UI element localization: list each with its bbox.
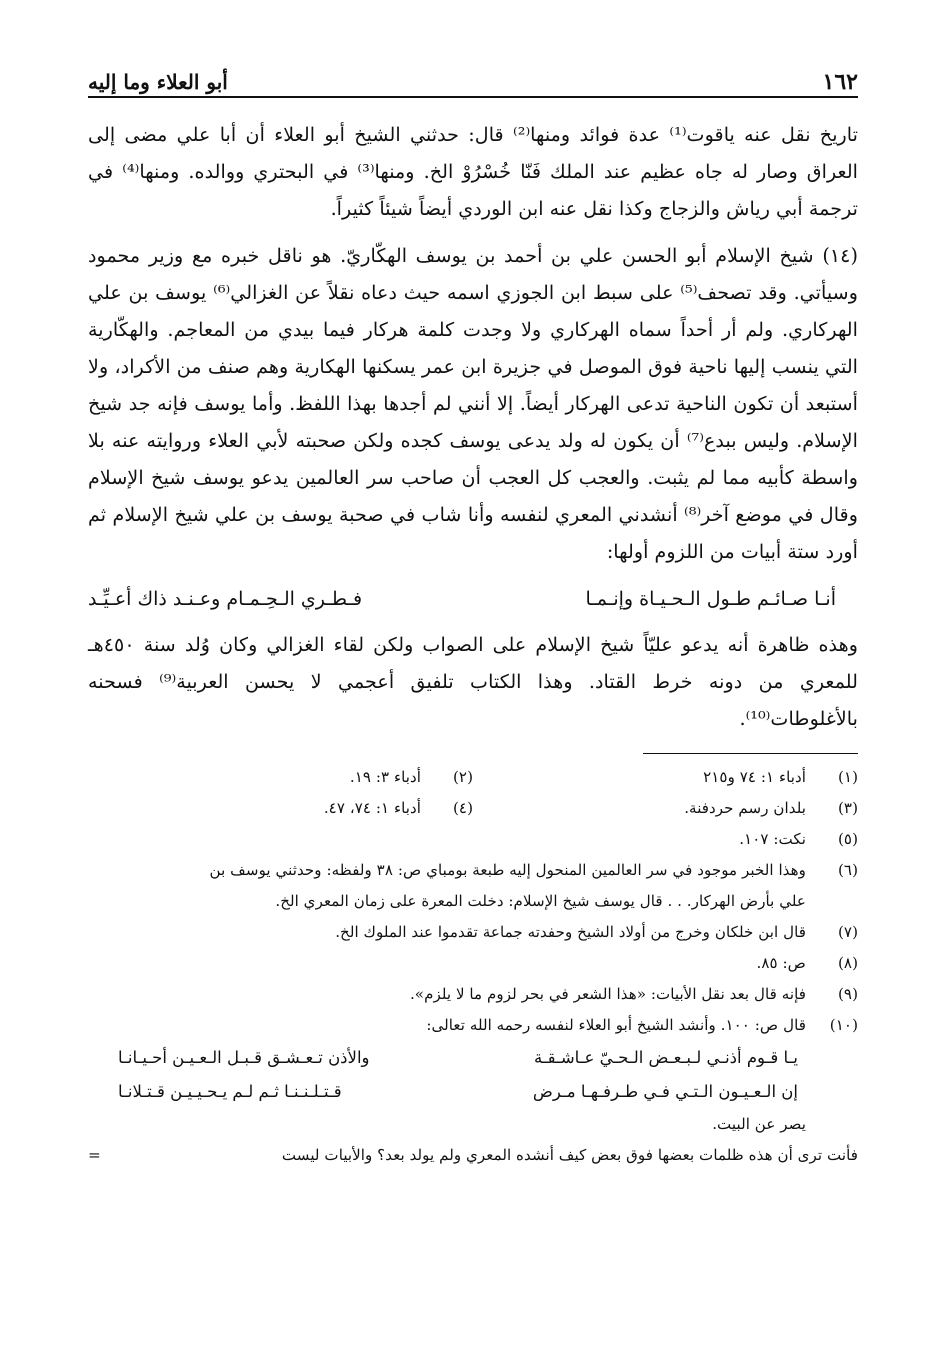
running-header (88, 50, 858, 98)
footnote-number: (٦) (837, 861, 858, 879)
footnote-text: قال ابن خلكان وخرج من أولاد الشيخ وحفدته جماعة تقدموا عند الملوك الخ. (335, 923, 806, 941)
footnote-after-verse: يصر عن البيت. (712, 1115, 806, 1133)
footnote-number: (٥) (837, 830, 858, 848)
footnote-8 (88, 948, 858, 979)
verse-line (88, 580, 836, 618)
footnote-4 (88, 793, 473, 824)
verse-first-hemistich: أنـا صـائـم طـول الـحـيـاة وإنـمـا (585, 588, 836, 610)
page-number: ١٦٢ (822, 69, 858, 95)
footnote-number: (٨) (837, 954, 858, 972)
footnote-verse-2 (88, 1075, 858, 1109)
footnote-9 (88, 979, 858, 1010)
verse-first-hemistich: يـا قـوم أذنـي لـبـعـض الـحـيّ عـاشـقـة (533, 1048, 798, 1067)
footnote-6-continued: علي بأرض الهركار. . . قال يوسف شيخ الإسلام: دخلت المعرة على زمان المعري الخ. (275, 892, 806, 910)
footnote-last-text: فأنت ترى أن هذه ظلمات بعضها فوق بعض كيف أنشده المعري ولم يولد بعد؟ والأبيات ليست (281, 1146, 858, 1164)
footnote-5 (88, 824, 858, 855)
footnote-text: فإنه قال بعد نقل الأبيات: «هذا الشعر في بحر لزوم ما لا يلزم». (409, 985, 806, 1003)
footnote-6 (88, 855, 858, 886)
footnote-verse-1 (88, 1041, 858, 1075)
footnote-number: (٩) (837, 985, 858, 1003)
footnote-3 (473, 793, 858, 824)
footnote-10 (88, 1010, 858, 1041)
verse-second-hemistich: والأذن تـعـشـق قـبـل الـعـيـن أحـيـانـا (118, 1048, 370, 1067)
footnote-2 (88, 762, 473, 793)
footnote-text: ص: ٨٥. (756, 954, 806, 972)
paragraph-3: وهذه ظاهرة أنه يدعو عليّاً شيخ الإسلام على الصواب ولكن لقاء الغزالي وكان وُلد سنة ٤٥٠هـ للمعري من دونه خرط القتاد. وهذا الكتاب تلفيق أعجمي لا يحسن العربية⁽⁹⁾ فسحنه بالأغلوطات⁽¹⁰⁾. (88, 633, 858, 730)
paragraph-2: (١٤) شيخ الإسلام أبو الحسن علي بن أحمد بن يوسف الهكّاريّ. هو ناقل خبره مع وزير محمود وسيأتي. وقد تصحف⁽⁵⁾ على سبط ابن الجوزي اسمه حيث دعاه نقلاً عن الغزالي⁽⁶⁾ يوسف بن علي الهركاري. ولم أر أحداً سماه الهركاري ولا وجدت كلمة هركار فيما بيدي من المعاجم. والهكّارية التي ينسب إليها ناحية فوق الموصل في جزيرة ابن عمر يسكنها الهكارية وهم صنف من الأكراد، ولا أستبعد أن تكون الناحية تدعى الهركار أيضاً. إلا أنني لم أجدها بهذا اللفظ. وأما يوسف فإنه جد شيخ الإسلام. وليس ببدع⁽⁷⁾ أن يكون له ولد يدعى يوسف كجده ولكن صحبته لأبي العلاء وروايته عنه بلا واسطة كأبيه مما لم يثبت. والعجب كل العجب أن صاحب سر العالمين يدعو يوسف شيخ الإسلام وقال في موضع آخر⁽⁸⁾ أنشدني المعري لنفسه وأنا شاب في صحبة يوسف بن علي شيخ الإسلام ثم أورد ستة أبيات من اللزوم أولها: (88, 244, 858, 563)
footnote-text: أدباء ٣: ١٩. (349, 768, 421, 786)
footnote-text: نكت: ١٠٧. (739, 830, 806, 848)
footnote-text: بلدان رسم حردفنة. (684, 799, 806, 817)
footnotes (88, 762, 858, 1171)
footnote-number: (١) (837, 768, 858, 786)
footnote-number: (١٠) (829, 1016, 858, 1034)
footnote-text: قال ص: ١٠٠. وأنشد الشيخ أبو العلاء لنفسه رحمه الله تعالى: (426, 1016, 806, 1034)
footnote-text: أدباء ١: ٧٤، ٤٧. (323, 799, 421, 817)
page (88, 50, 858, 1171)
main-text (88, 116, 858, 737)
footnote-1 (473, 762, 858, 793)
footnote-text: أدباء ١: ٧٤ و٢١٥ (703, 768, 806, 786)
verse-second-hemistich: قـتـلـنـنـا ثـم لـم يـحـيـيـن قـتـلانـا (118, 1082, 342, 1101)
footnote-separator (643, 753, 858, 754)
footnote-text: وهذا الخبر موجود في سر العالمين المنحول إليه طبعة بومباي ص: ٣٨ ولفظه: وحدثني يوسف بن (209, 861, 806, 879)
verse-first-hemistich: إن الـعـيـون الـتـي فـي طـرفـهـا مـرض (532, 1082, 798, 1101)
footnote-row (88, 793, 858, 824)
book-title: أبو العلاء وما إليه (88, 70, 228, 94)
footnote-7 (88, 917, 858, 948)
footnote-number: (٤) (452, 799, 473, 817)
footnote-number: (٢) (452, 768, 473, 786)
footnote-last-line (88, 1140, 858, 1171)
verse-second-hemistich: فـطـري الـحِـمـام وعـنـد ذاك أعـيِّـد (88, 588, 363, 610)
footnote-row (88, 762, 858, 793)
footnote-number: (٧) (837, 923, 858, 941)
paragraph-1: تاريخ نقل عنه ياقوت⁽¹⁾ عدة فوائد ومنها⁽²⁾ قال: حدثني الشيخ أبو العلاء أن أبا علي مضى إلى العراق وصار له جاه عظيم عند الملك فَنّا خُسْرُوْ الخ. ومنها⁽³⁾ في البحتري ووالده. ومنها⁽⁴⁾ في ترجمة أبي رياش والزجاج وكذا نقل عنه ابن الوردي أيضاً شيئاً كثيراً. (88, 123, 858, 220)
continuation-mark: = (88, 1146, 101, 1164)
footnote-number: (٣) (837, 799, 858, 817)
